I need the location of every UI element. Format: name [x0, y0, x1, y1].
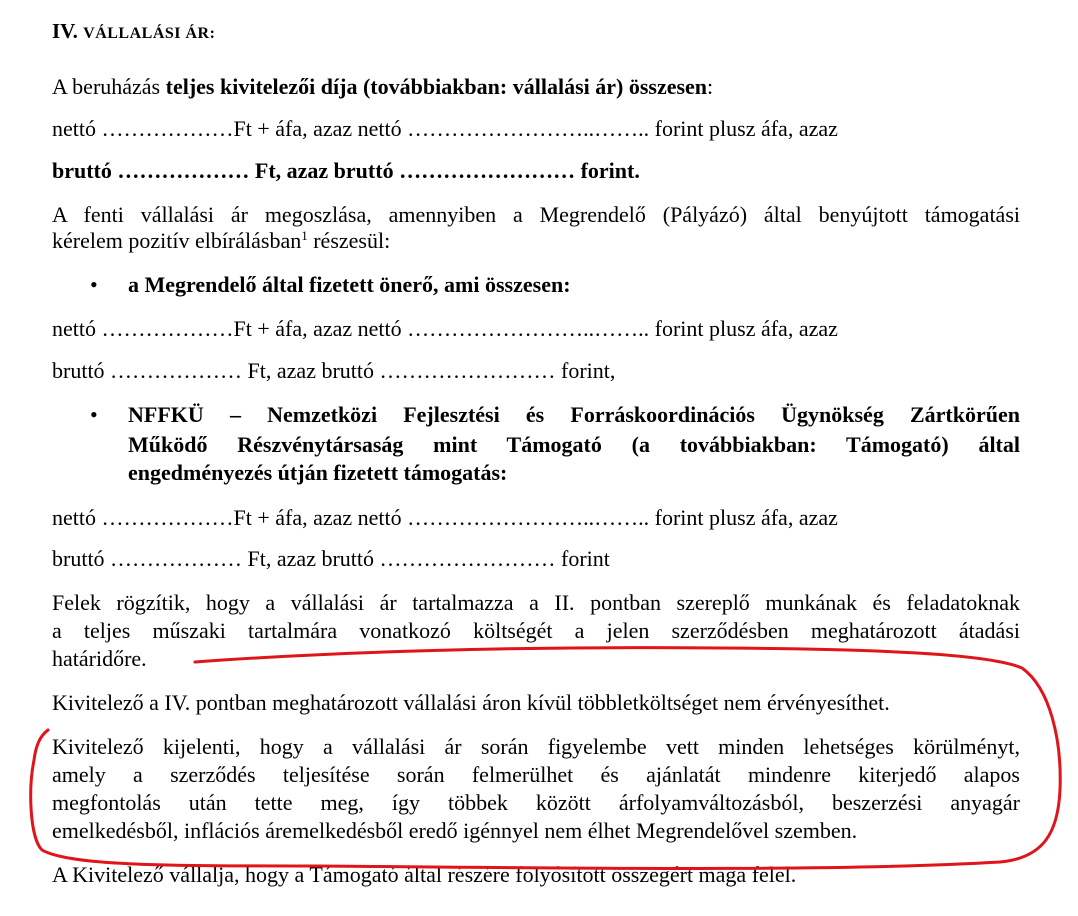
paragraph-kivitelezo-extra-costs: Kivitelező a IV. pontban meghatározott vállalási áron kívül többletköltséget nem érvényesíthet.: [52, 690, 890, 715]
intro-pre: A beruházás: [52, 74, 166, 99]
b2-net-line: nettó ………………Ft + áfa, azaz nettó ……………………..…….. forint plusz áfa, azaz: [52, 505, 838, 530]
declaration-line1: Kivitelező kijelenti, hogy a vállalási ár során figyelembe vett minden lehetséges körülményt,: [52, 734, 1020, 759]
bullet2-line1: NFFKÜ – Nemzetközi Fejlesztési és Forráskoordinációs Ügynökség Zártkörűen: [128, 402, 1020, 427]
bullet2-line3: engedményezés útján fizetett támogatás:: [128, 460, 508, 485]
felek-line1: Felek rögzítik, hogy a vállalási ár tartalmazza a II. pontban szereplő munkának és feladatoknak: [52, 590, 1020, 615]
b1-gross-line: bruttó ……………… Ft, azaz bruttó …………………… forint,: [52, 358, 616, 383]
declaration-line2: amely a szerződés teljesítése során felmerülhet és ajánlatát mindenre kiterjedő alapos: [52, 762, 1020, 787]
section-number: IV.: [52, 19, 78, 43]
footnote-ref[interactable]: 1: [301, 228, 308, 243]
bullet-icon: •: [90, 272, 98, 297]
paragraph-last: A Kivitelező vállalja, hogy a Támogató által részére folyósított összegért maga felel.: [52, 862, 797, 887]
total-gross-line: bruttó ……………… Ft, azaz bruttó …………………… forint.: [52, 158, 640, 183]
felek-line2: a teljes műszaki tartalmára vonatkozó költségét a jelen szerződésben meghatározott átadási: [52, 618, 1020, 643]
intro-post: :: [707, 74, 714, 99]
bullet2-line2: Működő Részvénytársaság mint Támogató (a továbbiakban: Támogató) által: [128, 432, 1020, 457]
split-para-line2: [52, 228, 390, 254]
split-para-line2-pre: kérelem pozitív elbírálásban: [52, 228, 302, 253]
declaration-line3: megfontolás után tette meg, így többek között árfolyamváltozásból, beszerzési anyagár: [52, 790, 1020, 815]
intro-sentence: [52, 74, 713, 100]
total-net-line: nettó ………………Ft + áfa, azaz nettó ……………………..…….. forint plusz áfa, azaz: [52, 116, 838, 141]
split-para-line1: A fenti vállalási ár megoszlása, amennyiben a Megrendelő (Pályázó) által benyújtott támogatási: [52, 202, 1020, 227]
felek-line3: határidőre.: [52, 646, 147, 671]
declaration-line4: emelkedésből, inflációs áremelkedésből eredő igénnyel nem élhet Megrendelővel szemben.: [52, 818, 858, 843]
section-heading: [52, 18, 215, 47]
section-title: VÁLLALÁSI ÁR:: [83, 25, 216, 42]
intro-bold: teljes kivitelezői díja (továbbiakban: vállalási ár) összesen: [165, 74, 708, 99]
b2-gross-line: bruttó ……………… Ft, azaz bruttó …………………… forint: [52, 546, 610, 571]
bullet1-text: a Megrendelő által fizetett önerő, ami összesen:: [128, 272, 571, 297]
split-para-line2-post: részesül:: [307, 228, 391, 253]
b1-net-line: nettó ………………Ft + áfa, azaz nettó ……………………..…….. forint plusz áfa, azaz: [52, 316, 838, 341]
bullet-icon: •: [90, 402, 98, 427]
